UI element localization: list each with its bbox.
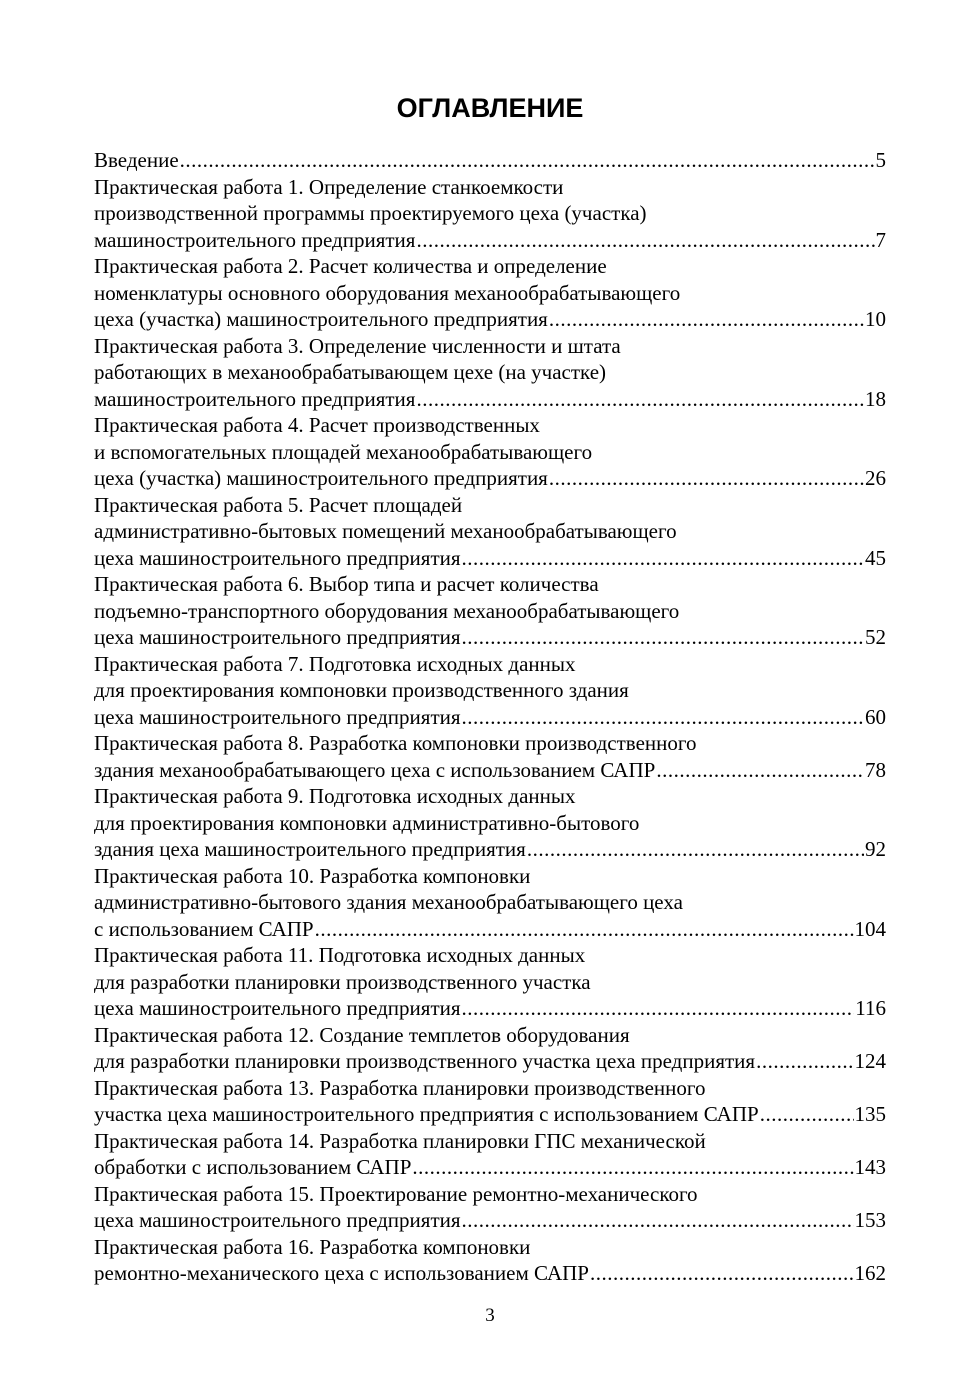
toc-entry-last-line	[94, 757, 886, 784]
toc-entry-title-line: Практическая работа 11. Подготовка исходных данных	[94, 943, 586, 967]
toc-entry-title-line: машиностроительного предприятия	[94, 227, 416, 252]
toc-entry-title-line: для разработки планировки производственного участка цеха предприятия	[94, 1049, 756, 1073]
toc-entry-title-line: для проектирования компоновки административно-бытового	[94, 810, 640, 835]
toc-entry-last-line	[94, 545, 886, 572]
toc-entry[interactable]	[94, 1075, 886, 1128]
toc-entry-title-line: для проектирования компоновки производственного здания	[94, 678, 629, 702]
toc-entry[interactable]	[94, 1181, 886, 1234]
toc-entry-title-line: Практическая работа 3. Определение численности и штата	[94, 333, 621, 358]
toc-page-number: 5	[875, 148, 886, 172]
toc-entry-title-line: цеха (участка) машиностроительного предприятия	[94, 466, 548, 490]
toc-entry-title-line: подъемно-транспортного оборудования механообрабатывающего	[94, 598, 680, 623]
toc-page-number: 153	[854, 1208, 886, 1232]
toc-page-number: 18	[865, 386, 886, 411]
toc-page-number: 124	[854, 1049, 886, 1073]
toc-entry-last-line	[94, 386, 886, 413]
toc-entry-title-line: цеха машиностроительного предприятия	[94, 1208, 461, 1232]
toc-entry-last-line	[94, 1154, 886, 1181]
toc-entry-title-line: с использованием САПР	[94, 916, 314, 941]
toc-entry-last-line	[94, 1260, 886, 1287]
toc-entry[interactable]	[94, 730, 886, 783]
toc-page-number: 104	[854, 916, 886, 941]
toc-entry[interactable]	[94, 174, 886, 254]
table-of-contents	[94, 147, 886, 1287]
dot-leader	[462, 995, 855, 1022]
toc-entry-title-line: цеха машиностроительного предприятия	[94, 704, 461, 729]
toc-page-number: 92	[865, 837, 886, 861]
toc-entry-title-line: Практическая работа 7. Подготовка исходных данных	[94, 651, 576, 676]
toc-entry[interactable]	[94, 651, 886, 731]
toc-entry-title-line: Практическая работа 16. Разработка компоновки	[94, 1234, 531, 1259]
toc-entry[interactable]	[94, 571, 886, 651]
toc-entry-title-line: Практическая работа 9. Подготовка исходных данных	[94, 784, 576, 808]
toc-entry[interactable]	[94, 1128, 886, 1181]
toc-entry-title-line: цеха (участка) машиностроительного предприятия	[94, 307, 548, 331]
toc-entry-title-line: здания механообрабатывающего цеха с использованием САПР	[94, 757, 656, 782]
toc-entry-title-line: Практическая работа 10. Разработка компоновки	[94, 863, 531, 888]
toc-entry[interactable]	[94, 147, 886, 174]
dot-leader	[412, 1154, 853, 1181]
toc-entry-title-line: Практическая работа 6. Выбор типа и расчет количества	[94, 572, 599, 596]
toc-entry-title-line: административно-бытового здания механообрабатывающего цеха	[94, 890, 683, 914]
toc-entry-title-line: работающих в механообрабатывающем цехе (на участке)	[94, 360, 607, 384]
dot-leader	[180, 147, 875, 174]
toc-page-number: 10	[865, 307, 886, 331]
toc-entry-last-line	[94, 836, 886, 863]
dot-leader	[756, 1048, 853, 1075]
toc-entry-last-line	[94, 1048, 886, 1075]
toc-entry-title-line: Практическая работа 12. Создание темплетов оборудования	[94, 1022, 630, 1047]
toc-entry[interactable]	[94, 1022, 886, 1075]
page-number: 3	[485, 1305, 495, 1326]
toc-entry[interactable]	[94, 412, 886, 492]
toc-entry-title-line: производственной программы проектируемого цеха (участка)	[94, 201, 647, 225]
toc-entry[interactable]	[94, 492, 886, 572]
dot-leader	[416, 386, 864, 413]
page-title: ОГЛАВЛЕНИЕ	[396, 93, 584, 123]
dot-leader	[462, 704, 864, 731]
toc-entry-last-line	[94, 916, 886, 943]
toc-entry-title-line: Практическая работа 4. Расчет производственных	[94, 413, 540, 437]
toc-entry-title-line: Практическая работа 2. Расчет количества и определение	[94, 254, 607, 278]
toc-entry-last-line	[94, 306, 886, 333]
dot-leader	[527, 836, 864, 863]
toc-page-number: 45	[865, 545, 886, 570]
toc-entry-title-line: для разработки планировки производственного участка	[94, 969, 591, 994]
toc-entry-title-line: машиностроительного предприятия	[94, 386, 416, 411]
toc-entry-last-line	[94, 227, 886, 254]
toc-entry-title-line: Практическая работа 13. Разработка планировки производственного	[94, 1075, 706, 1100]
toc-entry-title-line: и вспомогательных площадей механообрабатывающего	[94, 439, 593, 464]
toc-entry-title-line: обработки с использованием САПР	[94, 1155, 412, 1179]
toc-entry-last-line	[94, 995, 886, 1022]
dot-leader	[462, 545, 864, 572]
dot-leader	[760, 1101, 854, 1128]
dot-leader	[549, 306, 864, 333]
dot-leader	[315, 916, 854, 943]
toc-page-number: 52	[865, 625, 886, 649]
toc-entry-title-line: Практическая работа 14. Разработка планировки ГПС механической	[94, 1128, 706, 1153]
toc-page-number: 135	[854, 1102, 886, 1126]
dot-leader	[462, 624, 864, 651]
toc-entry-title-line: номенклатуры основного оборудования механообрабатывающего	[94, 280, 681, 305]
toc-entry-title-line: участка цеха машиностроительного предприятия с использованием САПР	[94, 1102, 759, 1126]
toc-entry-last-line	[94, 465, 886, 492]
dot-leader	[462, 1207, 854, 1234]
toc-page-number: 78	[865, 757, 886, 782]
toc-page-number: 162	[854, 1261, 886, 1285]
toc-entry-last-line	[94, 624, 886, 651]
toc-entry-title-line: Практическая работа 1. Определение станкоемкости	[94, 174, 564, 199]
toc-entry-title-line: ремонтно-механического цеха с использованием САПР	[94, 1261, 589, 1285]
toc-entry-last-line	[94, 1101, 886, 1128]
toc-entry-title-line: Практическая работа 8. Разработка компоновки производственного	[94, 731, 697, 755]
toc-entry[interactable]	[94, 333, 886, 413]
toc-entry-title-line: здания цеха машиностроительного предприятия	[94, 837, 526, 861]
toc-entry[interactable]	[94, 863, 886, 943]
dot-leader	[416, 227, 874, 254]
toc-entry[interactable]	[94, 942, 886, 1022]
toc-entry-last-line	[94, 147, 886, 174]
toc-entry-title-line: Практическая работа 15. Проектирование ремонтно-механического	[94, 1181, 698, 1206]
toc-page-number: 116	[855, 996, 886, 1020]
dot-leader	[549, 465, 864, 492]
toc-entry-title-line: административно-бытовых помещений механообрабатывающего	[94, 519, 677, 543]
toc-page-number: 7	[875, 227, 886, 252]
dot-leader	[590, 1260, 854, 1287]
toc-entry-title-line: цеха машиностроительного предприятия	[94, 545, 461, 570]
toc-page-number: 143	[854, 1155, 886, 1179]
toc-entry-title-line: цеха машиностроительного предприятия	[94, 996, 461, 1020]
toc-entry-title-line: цеха машиностроительного предприятия	[94, 625, 461, 649]
toc-entry-last-line	[94, 704, 886, 731]
toc-page-number: 26	[865, 466, 886, 490]
toc-entry-last-line	[94, 1207, 886, 1234]
toc-page-number: 60	[865, 704, 886, 729]
toc-entry[interactable]	[94, 253, 886, 333]
toc-entry-title-line: Практическая работа 5. Расчет площадей	[94, 492, 463, 517]
toc-entry[interactable]	[94, 1234, 886, 1287]
toc-entry-title-line: Введение	[94, 148, 179, 172]
toc-entry[interactable]	[94, 783, 886, 863]
dot-leader	[656, 757, 864, 784]
